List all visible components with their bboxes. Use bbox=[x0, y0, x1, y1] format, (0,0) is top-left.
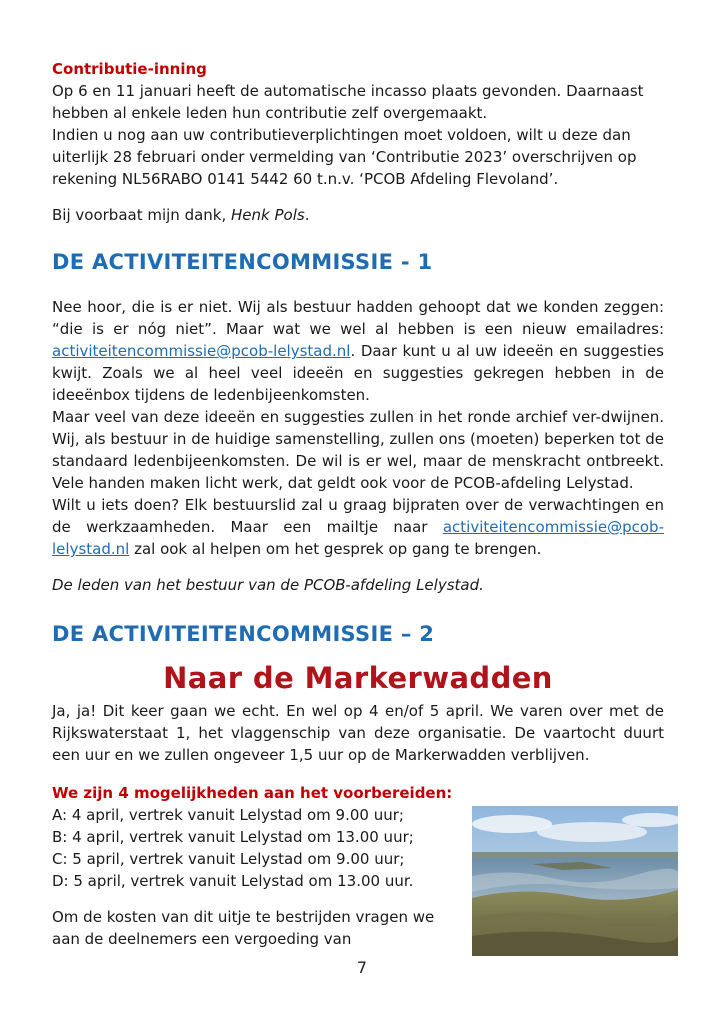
section1-para1-start: Nee hoor, die is er niet. Wij als bestuur hadden gehoopt dat we konden zeggen: “die is er nóg niet”. Maar wat we wel al hebben is een nieuw emailadres: bbox=[52, 298, 664, 338]
costs-paragraph: Om de kosten van dit uitje te bestrijden vragen we aan de deelnemers een vergoeding van bbox=[52, 908, 435, 948]
section1-para1-end: . Daar kunt u al uw ideeën en suggesties kwijt. Zoals we al heel veel ideeën en suggesties gekregen hebben in de ideeënbox tijdens de ledenbijeenkomsten. bbox=[52, 342, 664, 404]
section1-paragraph-1 bbox=[52, 296, 664, 406]
option-c: C: 5 april, vertrek vanuit Lelystad om 9.00 uur; bbox=[52, 850, 405, 868]
thanks-suffix: . bbox=[304, 206, 310, 224]
thanks-line bbox=[52, 204, 664, 226]
options-heading: We zijn 4 mogelijkheden aan het voorbereiden: bbox=[52, 784, 453, 802]
section1-heading: DE ACTIVITEITENCOMMISSIE - 1 bbox=[52, 250, 433, 274]
page-number: 7 bbox=[356, 958, 368, 977]
options-block bbox=[52, 782, 664, 950]
contributie-paragraph-1: Op 6 en 11 januari heeft de automatische incasso plaats gevonden. Daarnaast hebben al enkele leden hun contributie zelf overgemaakt. bbox=[52, 82, 644, 122]
contributie-heading: Contributie-inning bbox=[52, 60, 207, 78]
document-page bbox=[52, 58, 664, 950]
email-link-2[interactable]: activiteitencommissie@pcob-lelystad.nl bbox=[52, 518, 664, 558]
markerwadden-title: Naar de Markerwadden bbox=[163, 661, 553, 695]
email-link[interactable]: activiteitencommissie@pcob-lelystad.nl bbox=[52, 342, 351, 360]
contributie-paragraph-2: Indien u nog aan uw contributieverplichtingen moet voldoen, wilt u deze dan uiterlijk 28 februari onder vermelding van ‘Contributie 2023’ overschrijven op rekening NL56RABO 0141 5442 60 t.n.v. ‘PCOB Afdeling Flevoland’. bbox=[52, 126, 637, 188]
thanks-prefix: Bij voorbaat mijn dank, bbox=[52, 206, 232, 224]
markerwadden-photo bbox=[472, 806, 678, 956]
thanks-name: Henk Pols bbox=[231, 206, 305, 224]
section1-paragraph-2: Maar veel van deze ideeën en suggesties zullen in het ronde archief ver-dwijnen. Wij, als bestuur in de huidige samenstelling, zullen ons (moeten) beperken tot de standaard ledenbijeenkomsten. De wil is er wel, maar de menskracht ontbreekt. Vele handen maken licht werk, dat geldt ook voor de PCOB-afdeling Lelystad. bbox=[52, 408, 664, 492]
section1-signature: De leden van het bestuur van de PCOB-afdeling Lelystad. bbox=[52, 576, 484, 594]
option-b: B: 4 april, vertrek vanuit Lelystad om 13.00 uur; bbox=[52, 828, 414, 846]
section1-paragraph-3 bbox=[52, 494, 664, 560]
section1-para3-start: Wilt u iets doen? Elk bestuurslid zal u graag bijpraten over de verwachtingen en de werkzaamheden. Maar een mailtje naar bbox=[52, 496, 664, 536]
option-a: A: 4 april, vertrek vanuit Lelystad om 9.00 uur; bbox=[52, 806, 404, 824]
option-d: D: 5 april, vertrek vanuit Lelystad om 13.00 uur. bbox=[52, 872, 414, 890]
section2-heading: DE ACTIVITEITENCOMMISSIE – 2 bbox=[52, 622, 435, 646]
section1-para3-end: zal ook al helpen om het gesprek op gang te brengen. bbox=[129, 540, 542, 558]
markerwadden-intro: Ja, ja! Dit keer gaan we echt. En wel op 4 en/of 5 april. We varen over met de Rijkswaterstaat 1, het vlaggenschip van deze organisatie. De vaartocht duurt een uur en we zullen ongeveer 1,5 uur op de Markerwadden verblijven. bbox=[52, 702, 664, 764]
